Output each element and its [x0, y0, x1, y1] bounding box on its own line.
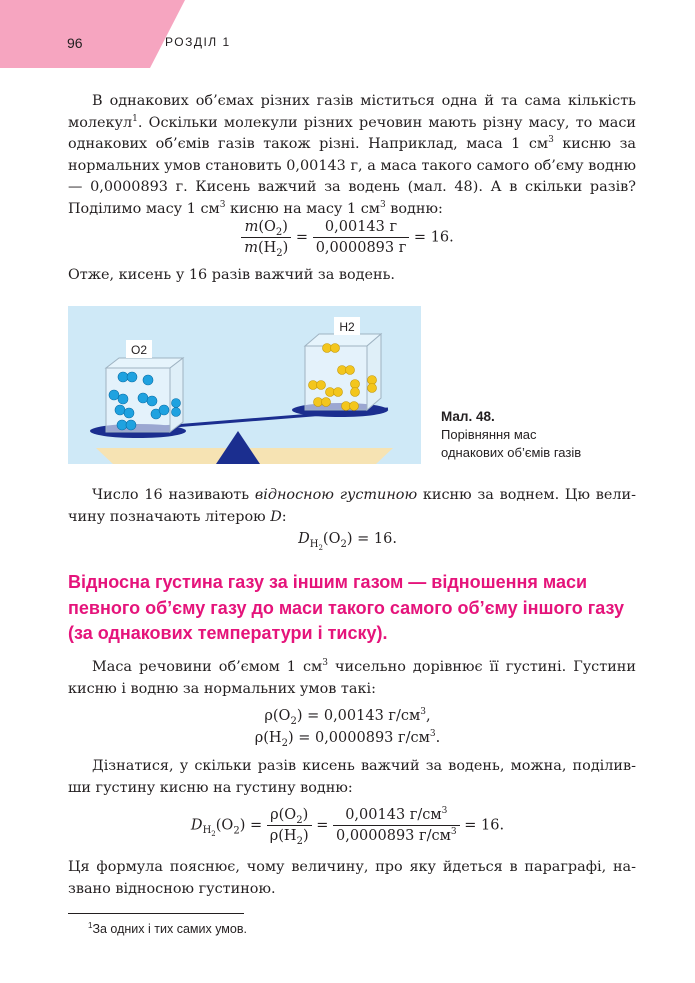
equation-mass-ratio: $\frac{m(O_2)}{m(H_2)}$ = $\frac{0,00143 г}{0,0000893 г}$ = 16. [0, 217, 695, 258]
oxygen-box [106, 358, 183, 432]
figure-scale-illustration [68, 306, 421, 464]
caption-title: Мал. 48. [441, 409, 495, 424]
label-o2: O2 [130, 343, 148, 357]
page-number: 96 [67, 35, 83, 51]
header-tab [0, 0, 185, 68]
equation-densities [0, 705, 695, 749]
paragraph-densities: Маса речовини об’ємом 1 $см^3$ чисельно дорівнює її густині. Густини кисню і водню за нормальних умов такі: [68, 658, 636, 697]
caption-line-2: однакових об’ємів газів [441, 445, 582, 460]
paragraph-final: Ця формула пояснює, чому величину, про яку йдеться в параграфі, названо відносною густиною. [68, 859, 636, 897]
density-oxygen: $\rho(O_2) = 0,00143$ $г/см^3$, [264, 707, 431, 727]
figure-caption [441, 408, 581, 462]
footnote: $^1$За одних і тих самих умов. [88, 920, 247, 936]
caption-line-1: Порівняння мас [441, 427, 537, 442]
paragraph-intro: В однакових об’ємах різних газів міститься одна й та сама кількість молекул$^1$. Оскільки молекули різних речовин мають різну масу, то маси однакових об’ємів газів також різні. Наприклад, маса 1 $см^3$ кисню за нормальних умов становить 0,00143 г, а маса такого самого об’єму водню — 0,0000893 г. Кисень важчий за водень (мал. 48). А в скільки разів? Поділимо масу 1 $см^3$ кисню на масу 1 $см^3$ водню: [68, 93, 637, 217]
equation-density-value: $D_{H_2}(O_2) = 16$. [298, 531, 397, 552]
hydrogen-box [305, 334, 381, 411]
section-title: РОЗДІЛ 1 [165, 35, 231, 49]
paragraph-division: Дізнатися, у скільки разів кисень важчий за водень, можна, поділивши густину кисню на густину водню: [68, 758, 636, 796]
paragraph-relative-density: Число 16 називають відносною густиною кисню за воднем. Цю величину позначають літерою D: [68, 487, 637, 525]
equation-density-ratio: $D_{H_2}(O_2)$ = $\frac{\rho(O_2)}{\rho(H_2)}$ = $\frac{0,00143 г/см^3}{0,0000893 г/см^3}$ = 16. [190, 806, 505, 847]
density-hydrogen: $\rho(H_2) = 0,0000893$ $г/см^3$. [254, 729, 441, 749]
definition-box: Відносна густина газу за іншим газом — відношення маси певного об’єму газу до маси такого самого об’єму іншого газу (за однакових температури і тиску). [68, 572, 624, 643]
label-h2: H2 [339, 320, 355, 334]
footnote-divider [68, 913, 244, 914]
paragraph-conclusion: Отже, кисень у 16 разів важчий за водень. [68, 267, 396, 283]
